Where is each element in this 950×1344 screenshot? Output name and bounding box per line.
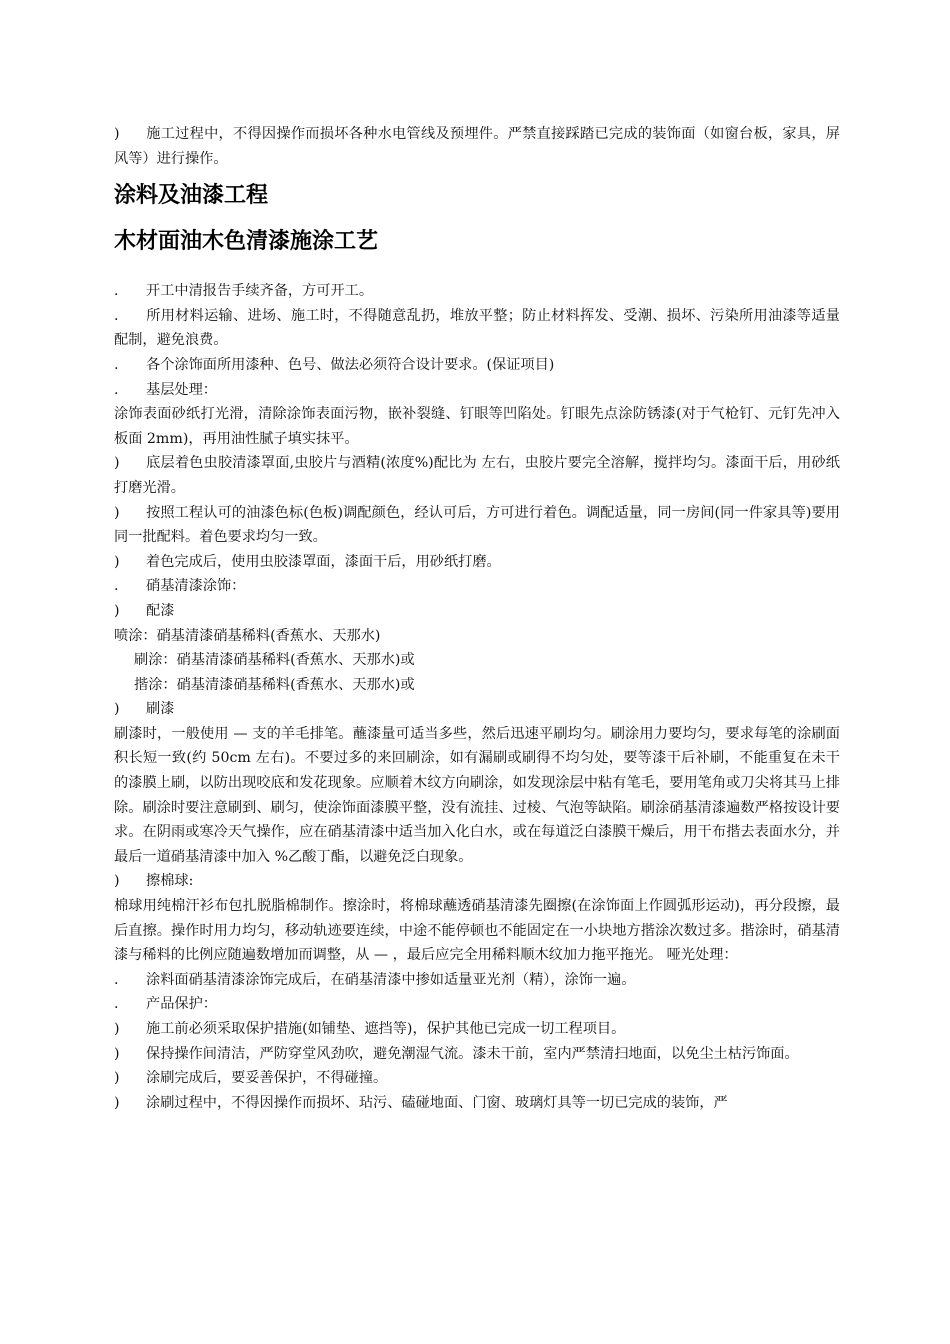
- paragraph-text: 刷漆: [146, 701, 175, 718]
- list-item: [114, 279, 840, 304]
- list-marker: .: [114, 307, 119, 324]
- list-marker: ): [114, 873, 120, 890]
- list-item: [114, 451, 840, 500]
- paragraph-text: 施工过程中，不得因操作而损坏各种水电管线及预埋件。严禁直接踩踏已完成的装饰面（如窗台板，家具，屏风等）进行操作。: [114, 126, 840, 167]
- paragraph-text: 涂饰表面砂纸打光滑，清除涂饰表面污物，嵌补裂缝、钉眼等凹陷处。钉眼先点涂防锈漆(对于气枪钉、元钉先冲入板面 2mm)，再用油性腻子填实抹平。: [114, 406, 840, 447]
- list-item: [114, 968, 840, 993]
- list-item: [114, 894, 840, 968]
- paragraph-text: 开工中清报告手续齐备，方可开工。: [146, 283, 374, 300]
- document-page: [114, 122, 840, 1115]
- list-item: [114, 722, 840, 870]
- list-marker: .: [114, 283, 119, 300]
- list-marker: .: [114, 578, 119, 595]
- list-marker: ): [114, 1021, 120, 1037]
- list-marker: ): [114, 1045, 120, 1062]
- paragraph-text: 刷涂：硝基清漆硝基稀料(香蕉水、天那水)或: [134, 652, 415, 669]
- list-marker: .: [114, 996, 119, 1013]
- list-marker: ): [114, 455, 120, 472]
- paragraph-text: 涂料面硝基清漆涂饰完成后，在硝基清漆中掺如适量亚光剂（精），涂饰一遍。: [146, 971, 636, 988]
- paragraph-text: 各个涂饰面所用漆种、色号、做法必须符合设计要求。(保证项目): [146, 356, 555, 373]
- list-item: [114, 1017, 840, 1042]
- list-item: [114, 697, 840, 722]
- paragraph-text: 着色完成后，使用虫胶漆罩面，漆面干后，用砂纸打磨。: [146, 553, 501, 570]
- list-item: [114, 1091, 840, 1116]
- list-item: [114, 574, 840, 599]
- intro-paragraph: [114, 122, 840, 171]
- paragraph-list: [114, 279, 840, 1115]
- paragraph-text: 擦棉球:: [146, 873, 194, 890]
- list-item: [114, 624, 840, 649]
- list-marker: ): [114, 602, 120, 619]
- paragraph-text: 施工前必须采取保护措施(如铺垫、遮挡等)，保护其他已完成一切工程项目。: [146, 1021, 626, 1037]
- list-marker: ): [114, 1094, 120, 1111]
- list-item: [114, 673, 840, 698]
- list-marker: ): [114, 1070, 120, 1087]
- paragraph-text: 硝基清漆涂饰：: [146, 578, 246, 595]
- list-item: [114, 550, 840, 575]
- list-item: [114, 992, 840, 1017]
- paragraph-text: 保持操作间清洁，严防穿堂风劲吹，避免潮湿气流。漆未干前，室内严禁清扫地面，以免尘土枯污饰面。: [146, 1045, 799, 1062]
- list-item: [114, 304, 840, 353]
- list-item: [114, 353, 840, 378]
- paragraph-text: 产品保护：: [146, 996, 217, 1013]
- list-marker: .: [114, 381, 119, 398]
- paragraph-text: 基层处理：: [146, 381, 217, 398]
- paragraph-text: 喷涂：硝基清漆硝基稀料(香蕉水、天那水): [114, 627, 381, 644]
- list-item: [114, 378, 840, 403]
- paragraph-text: 按照工程认可的油漆色标(色板)调配颜色，经认可后，方可进行着色。调配适量，同一房间(同一件家具等)要用同一批配料。着色要求均匀一致。: [114, 504, 840, 546]
- list-item: [114, 1042, 840, 1067]
- list-item: [114, 599, 840, 624]
- paragraph-text: 揩涂：硝基清漆硝基稀料(香蕉水、天那水)或: [134, 676, 415, 693]
- paragraph-text: 配漆: [146, 602, 175, 619]
- list-marker: .: [114, 356, 119, 373]
- list-marker: .: [114, 971, 119, 988]
- paragraph-text: 棉球用纯棉汗衫布包扎脱脂棉制作。擦涂时，将棉球蘸透硝基清漆先圈擦(在涂饰面上作圆弧形运动)，再分段擦，最后直擦。操作时用力均匀，移动轨迹要连续，中途不能停顿也不能固定在一小块地方揩涂次数过多。揩涂时，硝基清漆与稀料的比例应随遍数增加而调整，从 — ，最后应完全用稀料顺木纹加力拖平拖光。 哑光处理：: [114, 898, 840, 964]
- list-marker: ): [114, 701, 120, 718]
- list-marker: ): [114, 553, 120, 570]
- list-item: [114, 1066, 840, 1091]
- subsection-heading: 木材面油木色清漆施涂工艺: [114, 229, 379, 255]
- paragraph-text: 涂刷完成后，要妥善保护，不得碰撞。: [146, 1070, 388, 1087]
- list-item: [114, 501, 840, 550]
- list-item: [114, 869, 840, 894]
- list-marker: ): [114, 126, 120, 142]
- paragraph-text: 底层着色虫胶清漆罩面,虫胶片与酒精(浓度%)配比为 左右，虫胶片要完全溶解，搅拌均匀。漆面干后，用砂纸打磨光滑。: [114, 455, 840, 496]
- paragraph-text: 刷漆时，一般使用 — 支的羊毛排笔。蘸漆量可适当多些，然后迅速平刷均匀。刷涂用力要均匀，要求每笔的涂刷面积长短一致(约 50cm 左右)。不要过多的来回刷涂，如有漏刷或刷得不均匀处，要等漆干后补刷，不能重复在未干的漆膜上刷，以防出现咬底和发花现象。应顺着木纹方向刷涂，如发现涂层中粘有笔毛，要用笔角或刀尖将其马上排除。刷涂时要注意刷到、刷匀，使涂饰面漆膜平整，没有流挂、过棱、气泡等缺陷。刷涂硝基清漆遍数严格按设计要求。在阴雨或寒冷天气操作，应在硝基清漆中适当加入化白水，或在每道泛白漆膜干燥后，用干布揩去表面水分，并最后一道硝基清漆中加入 %乙酸丁酯，以避免泛白现象。: [114, 725, 840, 865]
- paragraph-text: 涂刷过程中，不得因操作而损坏、玷污、磕碰地面、门窗、玻璃灯具等一切已完成的装饰，严: [146, 1094, 728, 1111]
- list-item: [114, 402, 840, 451]
- list-marker: ): [114, 504, 120, 521]
- list-item: [114, 648, 840, 673]
- section-heading: 涂料及油漆工程: [114, 183, 269, 209]
- paragraph-text: 所用材料运输、进场、施工时，不得随意乱扔，堆放平整；防止材料挥发、受潮、损坏、污染所用油漆等适量配制，避免浪费。: [114, 307, 840, 349]
